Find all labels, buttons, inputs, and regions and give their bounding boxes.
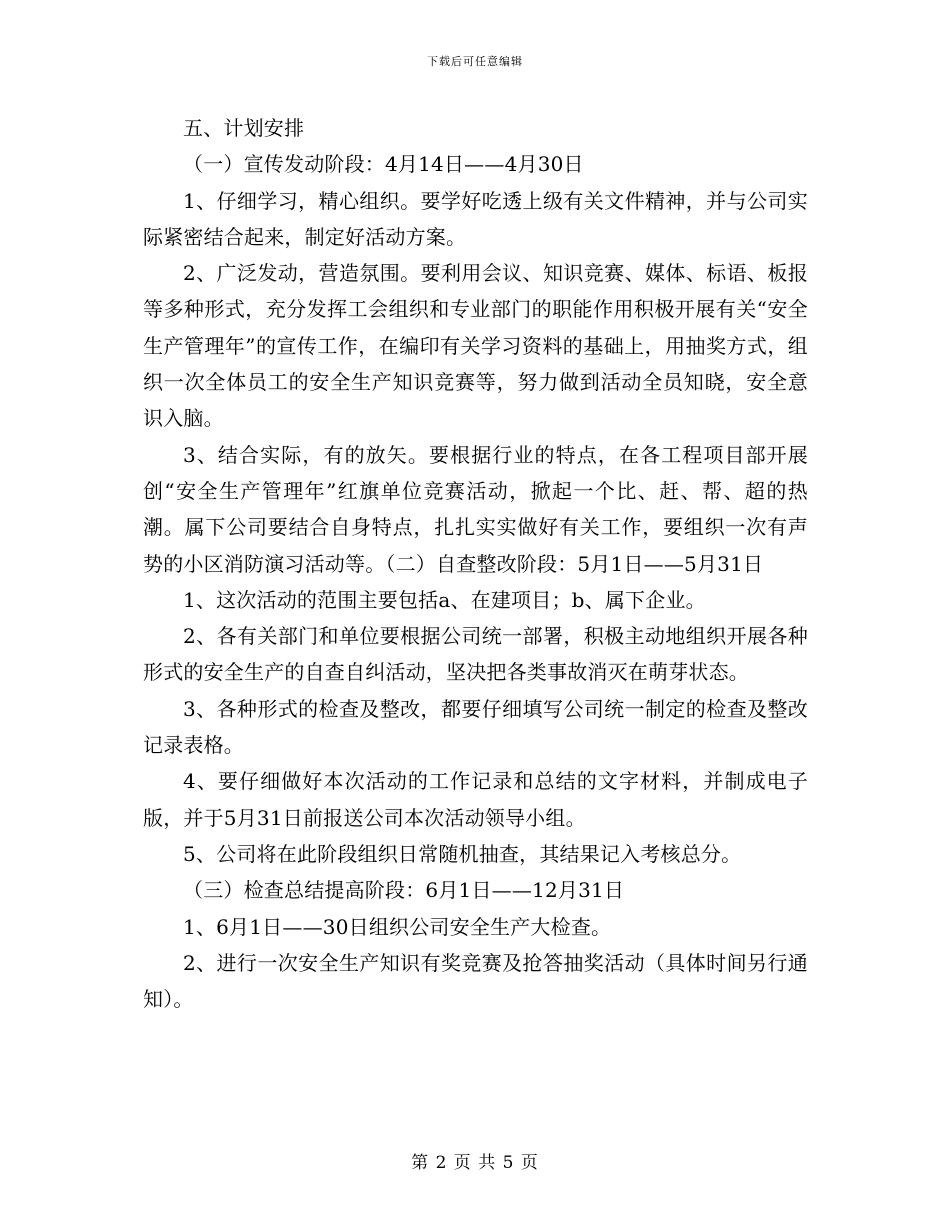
page-header: 下载后可任意编辑 [427,55,523,68]
section-heading: 五、计划安排 [183,116,305,140]
paragraph: 3、各种形式的检查及整改，都要仔细填写公司统一制定的检查及整改记录表格。 [143,696,808,758]
paragraph: 1、仔细学习，精心组织。要学好吃透上级有关文件精神，并与公司实际紧密结合起来，制定好活动方案。 [143,188,808,249]
phase-heading-1: （一）宣传发动阶段：4月14日——4月30日 [183,152,584,177]
document-body [143,110,808,1017]
paragraph: 2、各有关部门和单位要根据公司统一部署，积极主动地组织开展各种形式的安全生产的自查自纠活动，坚决把各类事故消灭在萌芽状态。 [143,624,808,685]
paragraph: 5、公司将在此阶段组织日常随机抽查，其结果记入考核总分。 [183,841,742,866]
paragraph: 1、6月1日——30日组织公司安全生产大检查。 [183,914,612,939]
paragraph: 3、结合实际，有的放矢。要根据行业的特点，在各工程项目部开展创“安全生产管理年”红旗单位竞赛活动，掀起一个比、赶、帮、超的热潮。属下公司要结合自身特点，扎扎实实做好有关工作，要组织一次有声势的小区消防演习活动等。（二）自查整改阶段：5月1日——5月31日 [143,442,808,576]
paragraph: 1、这次活动的范围主要包括a、在建项目；b、属下企业。 [183,587,706,612]
paragraph: 4、要仔细做好本次活动的工作记录和总结的文字材料，并制成电子版，并于5月31日前报送公司本次活动领导小组。 [143,769,808,830]
page-number: 第 2 页 共 5 页 [411,1153,539,1173]
paragraph: 2、广泛发动，营造氛围。要利用会议、知识竞赛、媒体、标语、板报等多种形式，充分发挥工会组织和专业部门的职能作用积极开展有关“安全生产管理年”的宣传工作，在编印有关学习资料的基础上，用抽奖方式，组织一次全体员工的安全生产知识竞赛等，努力做到活动全员知晓，安全意识入脑。 [143,261,808,431]
phase-heading-3: （三）检查总结提高阶段：6月1日——12月31日 [183,878,625,903]
paragraph: 2、进行一次安全生产知识有奖竞赛及抢答抽奖活动（具体时间另行通知）。 [143,950,808,1012]
